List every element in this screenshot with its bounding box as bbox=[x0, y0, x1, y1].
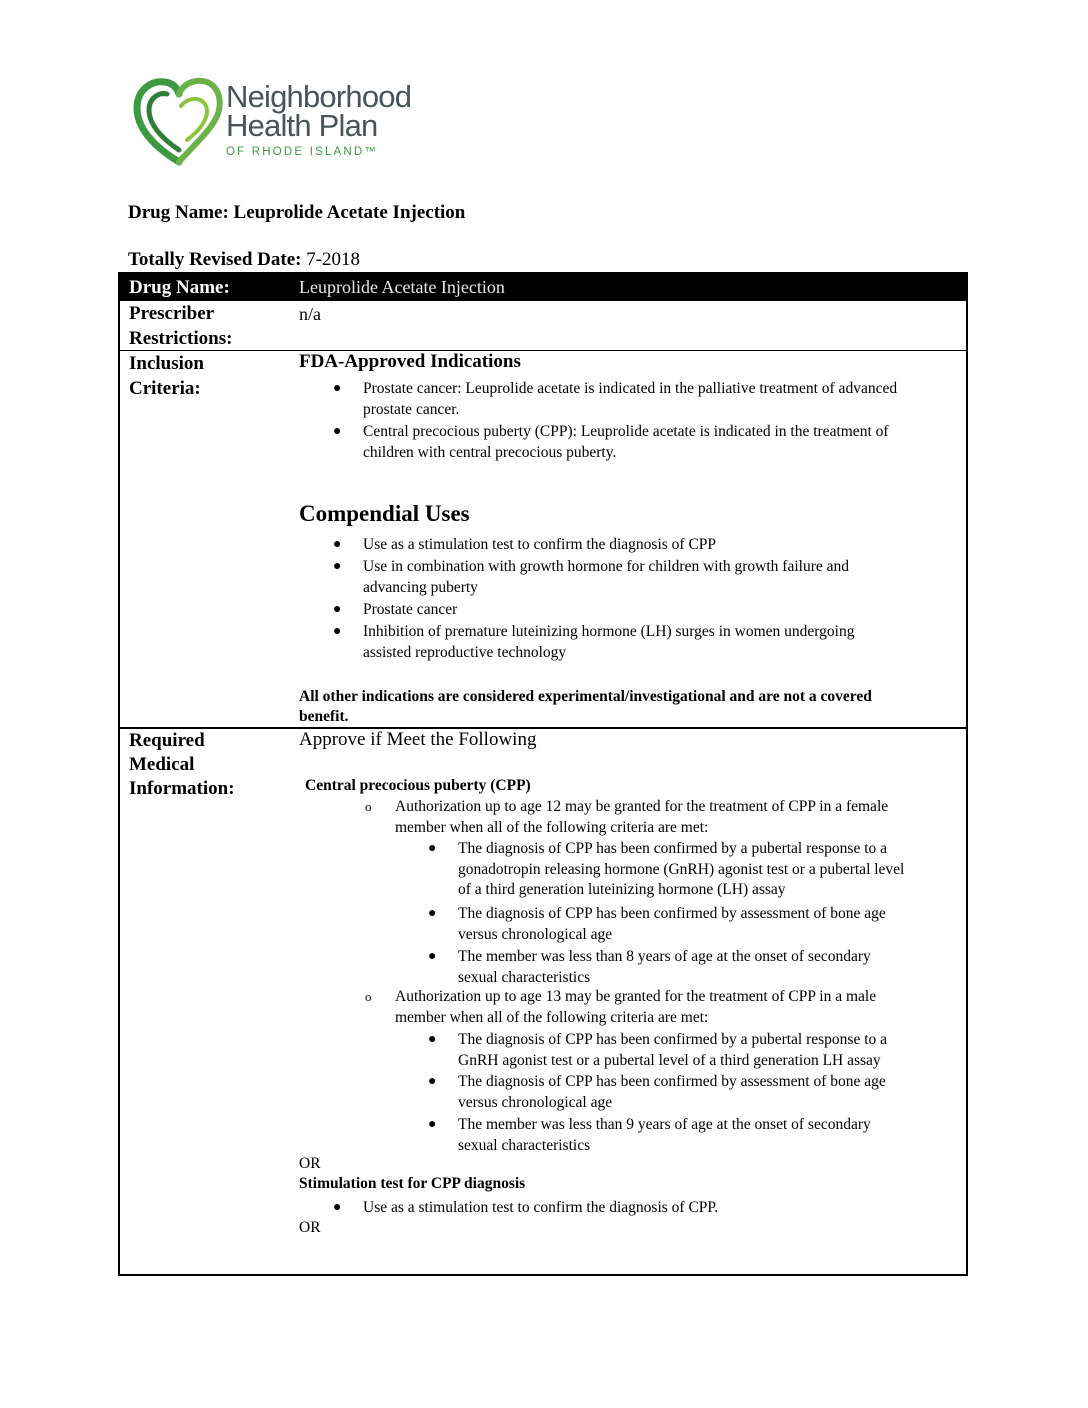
coverage-note: All other indications are considered experimental/investigational and are not a covered benefit. bbox=[299, 688, 872, 725]
list-item: ● The diagnosis of CPP has been confirmed by assessment of bone age versus chronological age bbox=[428, 905, 886, 943]
list-item: ● Prostate cancer bbox=[363, 600, 963, 621]
bullet-icon: ● bbox=[333, 424, 342, 439]
logo-line-1: Neighborhood bbox=[226, 79, 412, 114]
logo-wordmark bbox=[226, 79, 412, 158]
logo bbox=[133, 76, 433, 166]
or-separator-2: OR bbox=[299, 1219, 321, 1236]
circle-bullet-icon: o bbox=[365, 799, 372, 814]
row-prescriber-restrictions bbox=[120, 301, 966, 351]
list-item: ● Prostate cancer: Leuprolide acetate is indicated in the palliative treatment of advanced prostate cancer. bbox=[333, 380, 898, 418]
list-item: ● Central precocious puberty (CPP): Leuprolide acetate is indicated in the treatment of children with central precocious puberty. bbox=[333, 423, 889, 461]
row-drug-name bbox=[120, 274, 966, 301]
bullet-icon: ● bbox=[428, 906, 437, 921]
list-item: ● The diagnosis of CPP has been confirmed by assessment of bone age versus chronological age bbox=[428, 1073, 886, 1111]
bullet-icon: ● bbox=[428, 1117, 437, 1132]
drug-name-header-value: Leuprolide Acetate Injection bbox=[233, 202, 466, 223]
revised-date-value: 7-2018 bbox=[306, 249, 361, 270]
bullet-icon: ● bbox=[428, 841, 437, 856]
required-label-line2: Medical bbox=[129, 754, 195, 775]
heart-logo-icon bbox=[133, 76, 225, 168]
list-item: ● Use as a stimulation test to confirm the diagnosis of CPP. bbox=[363, 1198, 963, 1219]
revised-date-header bbox=[128, 249, 360, 271]
list-item: ● Inhibition of premature luteinizing hormone (LH) surges in women undergoing assisted reproductive technology bbox=[333, 623, 855, 661]
prescriber-value: n/a bbox=[299, 304, 321, 324]
bullet-icon: ● bbox=[333, 559, 342, 574]
list-item: ● Use in combination with growth hormone for children with growth failure and advancing puberty bbox=[333, 558, 849, 596]
drug-name-header bbox=[128, 202, 465, 224]
list-item: ● The diagnosis of CPP has been confirmed by a pubertal response to a GnRH agonist test or a pubertal level of a third generation LH assay bbox=[428, 1031, 888, 1069]
bullet-icon: ● bbox=[428, 1032, 437, 1047]
list-item: ● The member was less than 8 years of age at the onset of secondary sexual characteristics bbox=[428, 948, 871, 986]
drug-name-label: Drug Name: bbox=[129, 277, 230, 298]
list-item: ● The member was less than 9 years of age at the onset of secondary sexual characteristics bbox=[428, 1116, 871, 1154]
or-separator-1: OR bbox=[299, 1155, 321, 1172]
logo-line-2: Health Plan bbox=[226, 108, 378, 143]
cpp-heading: Central precocious puberty (CPP) bbox=[305, 777, 531, 794]
bullet-icon: ● bbox=[333, 624, 342, 639]
list-item: o Authorization up to age 13 may be granted for the treatment of CPP in a male member when all of the following criteria are met: bbox=[365, 988, 877, 1026]
compendial-heading: Compendial Uses bbox=[299, 501, 470, 526]
logo-line-3: OF RHODE ISLAND™ bbox=[226, 146, 379, 158]
policy-table bbox=[118, 272, 968, 1276]
drug-name-value: Leuprolide Acetate Injection bbox=[299, 277, 505, 297]
list-item: o Authorization up to age 12 may be granted for the treatment of CPP in a female member when all of the following criteria are met: bbox=[365, 798, 889, 836]
prescriber-label bbox=[129, 301, 232, 351]
prescriber-label-line2: Restrictions: bbox=[129, 328, 233, 349]
bullet-icon: ● bbox=[333, 537, 342, 552]
required-label bbox=[129, 729, 235, 801]
bullet-icon: ● bbox=[333, 381, 342, 396]
row-required-medical-information bbox=[120, 729, 966, 1274]
inclusion-label-line1: Inclusion bbox=[129, 353, 204, 374]
list-item: ● The diagnosis of CPP has been confirmed by a pubertal response to a gonadotropin releasing hormone (GnRH) agonist test or a pubertal level of a third generation luteinizing hormone (LH) assay bbox=[428, 840, 905, 898]
revised-date-label: Totally Revised Date: bbox=[128, 249, 302, 270]
list-item: ● Use as a stimulation test to confirm the diagnosis of CPP bbox=[363, 535, 963, 556]
approve-heading: Approve if Meet the Following bbox=[299, 729, 537, 750]
bullet-icon: ● bbox=[428, 949, 437, 964]
inclusion-label bbox=[129, 351, 204, 401]
bullet-icon: ● bbox=[428, 1074, 437, 1089]
bullet-icon: ● bbox=[333, 1200, 342, 1215]
required-label-line1: Required bbox=[129, 730, 205, 751]
inclusion-label-line2: Criteria: bbox=[129, 378, 201, 399]
prescriber-label-line1: Prescriber bbox=[129, 303, 215, 324]
drug-name-header-label: Drug Name: bbox=[128, 202, 229, 223]
stimulation-heading: Stimulation test for CPP diagnosis bbox=[299, 1175, 526, 1192]
fda-heading: FDA-Approved Indications bbox=[299, 351, 521, 372]
circle-bullet-icon: o bbox=[365, 989, 372, 1004]
bullet-icon: ● bbox=[333, 602, 342, 617]
row-inclusion-criteria bbox=[120, 351, 966, 729]
required-label-line3: Information: bbox=[129, 778, 235, 799]
